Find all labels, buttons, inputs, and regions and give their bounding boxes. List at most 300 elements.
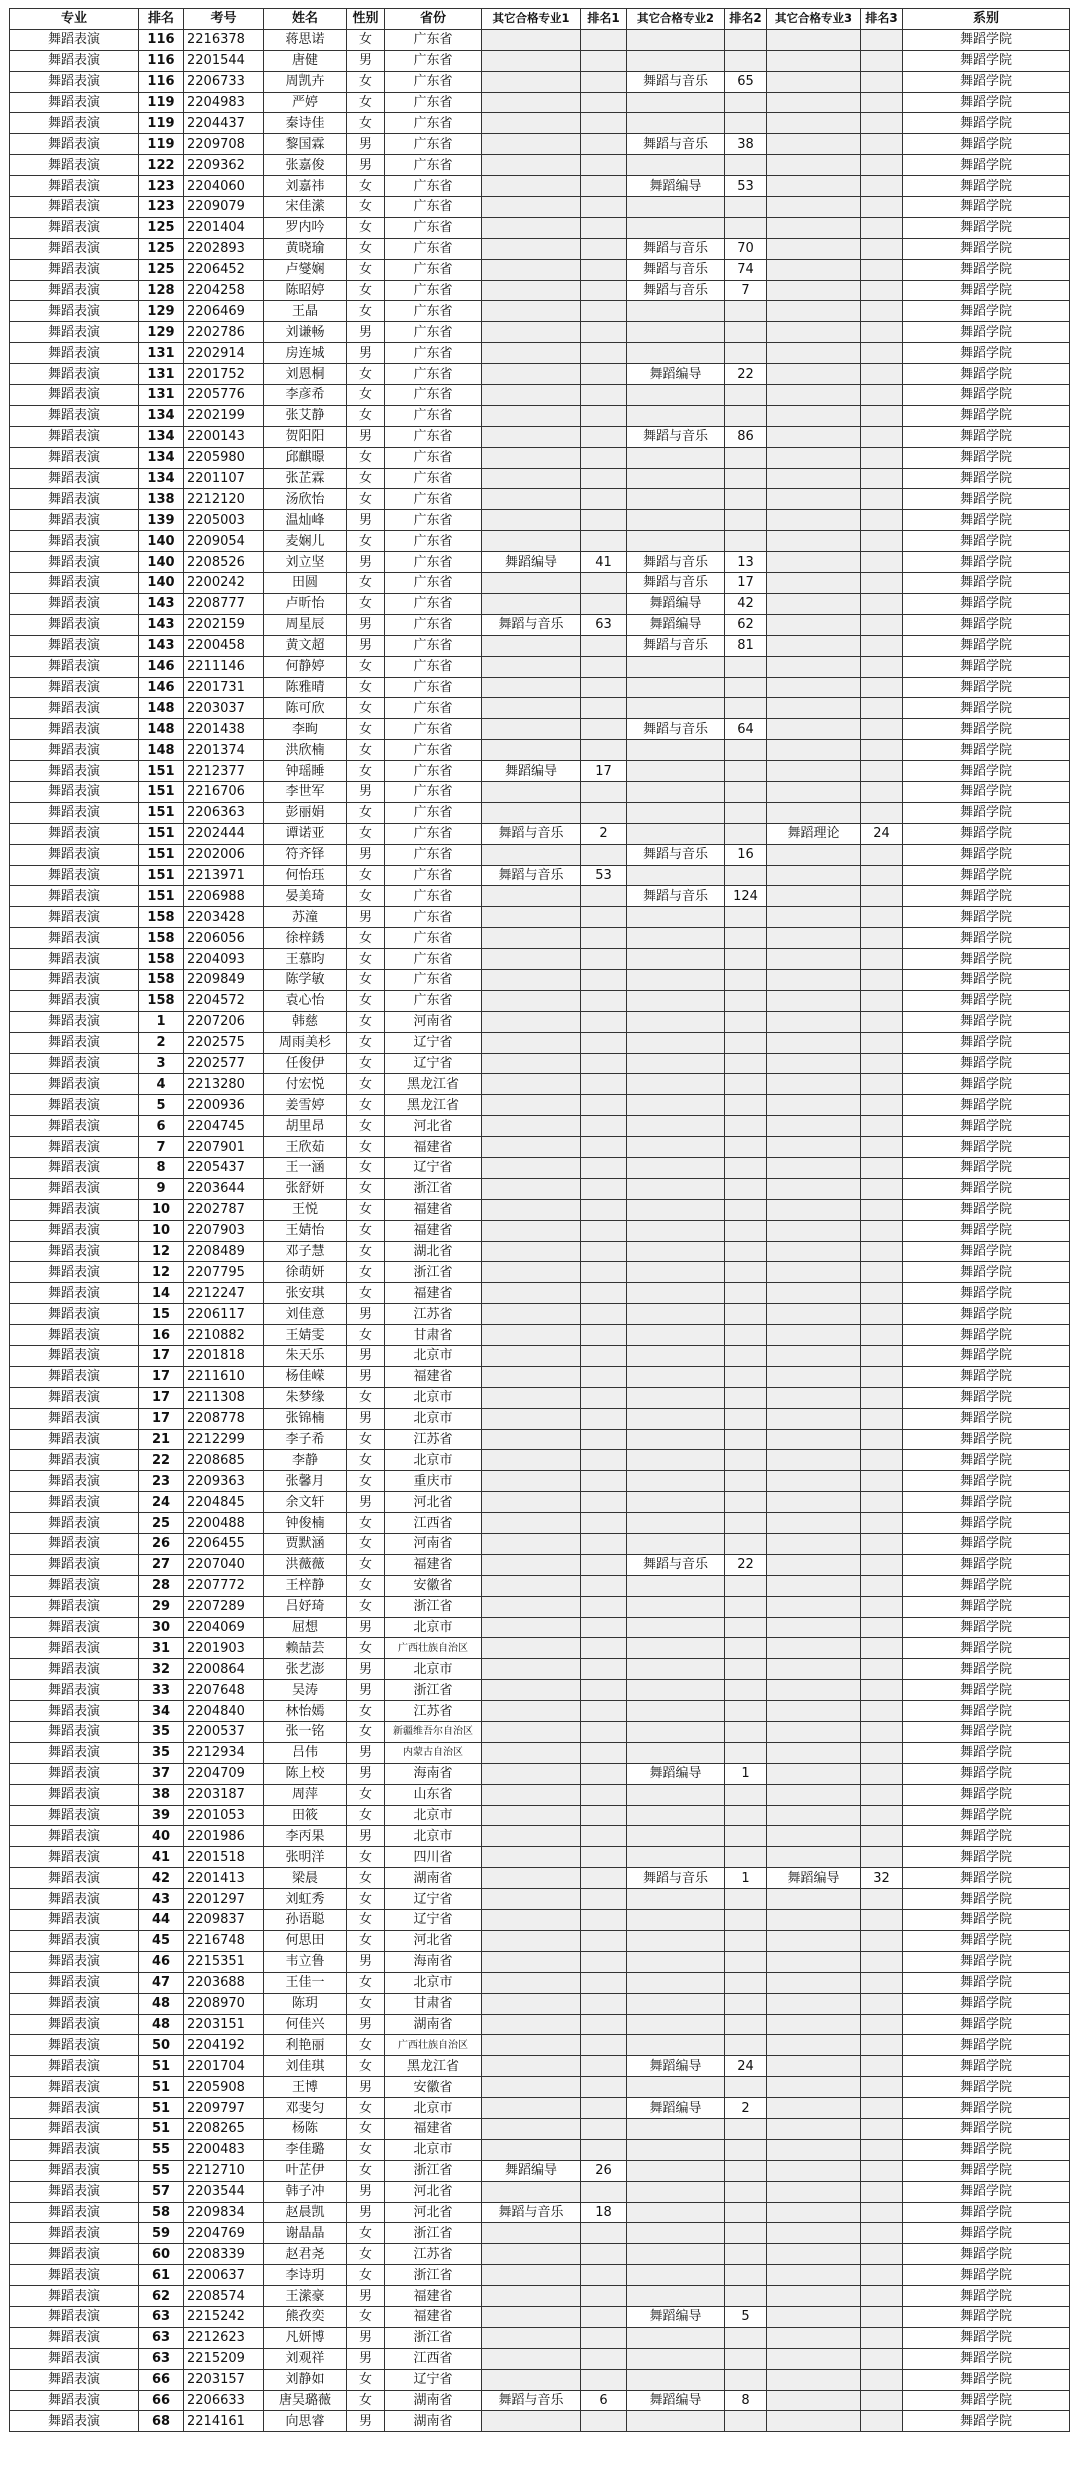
cell-major: 舞蹈表演: [10, 92, 139, 113]
cell-department: 舞蹈学院: [903, 2286, 1070, 2307]
cell-rank-3: [861, 1534, 903, 1555]
cell-rank-2: [725, 1993, 767, 2014]
cell-rank-1: [581, 1304, 627, 1325]
cell-province: 广东省: [385, 71, 482, 92]
cell-department: 舞蹈学院: [903, 949, 1070, 970]
cell-province: 广东省: [385, 928, 482, 949]
cell-other-major-3: [767, 1199, 861, 1220]
cell-rank-3: [861, 364, 903, 385]
cell-rank-3: [861, 1471, 903, 1492]
cell-rank: 158: [139, 907, 184, 928]
cell-province: 江西省: [385, 2348, 482, 2369]
cell-other-major-3: [767, 928, 861, 949]
cell-name: 苏潼: [264, 907, 347, 928]
cell-other-major-1: [482, 92, 581, 113]
cell-other-major-1: [482, 1429, 581, 1450]
cell-rank-1: [581, 1742, 627, 1763]
cell-exam-number: 2201986: [184, 1826, 264, 1847]
cell-rank-3: [861, 2056, 903, 2077]
cell-rank-3: [861, 1596, 903, 1617]
cell-gender: 女: [347, 949, 385, 970]
cell-name: 王一涵: [264, 1157, 347, 1178]
cell-department: 舞蹈学院: [903, 969, 1070, 990]
cell-rank-1: [581, 1262, 627, 1283]
cell-other-major-2: [627, 949, 725, 970]
cell-other-major-3: [767, 385, 861, 406]
cell-exam-number: 2207901: [184, 1137, 264, 1158]
cell-rank-1: [581, 2223, 627, 2244]
cell-rank-2: [725, 92, 767, 113]
cell-exam-number: 2201518: [184, 1847, 264, 1868]
cell-other-major-1: [482, 1805, 581, 1826]
cell-exam-number: 2203151: [184, 2014, 264, 2035]
cell-other-major-1: [482, 1680, 581, 1701]
cell-exam-number: 2200936: [184, 1095, 264, 1116]
cell-rank: 2: [139, 1032, 184, 1053]
cell-rank-2: [725, 1471, 767, 1492]
table-row: [10, 1847, 1070, 1868]
cell-rank: 17: [139, 1366, 184, 1387]
cell-province: 广东省: [385, 761, 482, 782]
cell-other-major-2: [627, 1951, 725, 1972]
cell-major: 舞蹈表演: [10, 1304, 139, 1325]
cell-name: 严婷: [264, 92, 347, 113]
cell-rank-2: [725, 1032, 767, 1053]
cell-rank: 10: [139, 1199, 184, 1220]
cell-other-major-2: [627, 2139, 725, 2160]
cell-gender: 女: [347, 1993, 385, 2014]
cell-rank: 9: [139, 1178, 184, 1199]
cell-rank: 55: [139, 2160, 184, 2181]
cell-rank-2: [725, 197, 767, 218]
cell-name: 叶芷伊: [264, 2160, 347, 2181]
cell-rank-1: [581, 1346, 627, 1367]
cell-rank-3: [861, 886, 903, 907]
cell-rank-1: [581, 2369, 627, 2390]
cell-rank-1: [581, 426, 627, 447]
cell-province: 福建省: [385, 2306, 482, 2327]
cell-gender: 女: [347, 1178, 385, 1199]
cell-other-major-2: [627, 2265, 725, 2286]
cell-exam-number: 2207648: [184, 1680, 264, 1701]
cell-rank-3: [861, 489, 903, 510]
cell-other-major-3: [767, 2160, 861, 2181]
table-row: [10, 2369, 1070, 2390]
cell-rank-1: [581, 2181, 627, 2202]
cell-other-major-3: [767, 719, 861, 740]
table-row: [10, 1011, 1070, 1032]
cell-province: 广东省: [385, 865, 482, 886]
cell-other-major-3: [767, 990, 861, 1011]
cell-other-major-3: [767, 1074, 861, 1095]
cell-other-major-1: [482, 1387, 581, 1408]
cell-name: 田筱: [264, 1805, 347, 1826]
cell-exam-number: 2209079: [184, 197, 264, 218]
cell-other-major-1: [482, 1241, 581, 1262]
cell-province: 江苏省: [385, 1304, 482, 1325]
cell-gender: 女: [347, 1868, 385, 1889]
cell-exam-number: 2216706: [184, 781, 264, 802]
cell-exam-number: 2209363: [184, 1471, 264, 1492]
cell-exam-number: 2208777: [184, 593, 264, 614]
cell-gender: 女: [347, 1220, 385, 1241]
cell-name: 秦诗佳: [264, 113, 347, 134]
cell-province: 辽宁省: [385, 1910, 482, 1931]
cell-rank-3: [861, 322, 903, 343]
cell-rank-3: 24: [861, 823, 903, 844]
cell-other-major-1: [482, 259, 581, 280]
cell-exam-number: 2201404: [184, 217, 264, 238]
cell-department: 舞蹈学院: [903, 1116, 1070, 1137]
cell-major: 舞蹈表演: [10, 1199, 139, 1220]
cell-other-major-2: 舞蹈编导: [627, 2390, 725, 2411]
cell-rank-3: [861, 2369, 903, 2390]
cell-rank-2: [725, 677, 767, 698]
cell-rank-1: [581, 1889, 627, 1910]
cell-rank-2: [725, 1053, 767, 1074]
cell-other-major-1: [482, 2411, 581, 2432]
cell-major: 舞蹈表演: [10, 1784, 139, 1805]
cell-other-major-1: [482, 1032, 581, 1053]
cell-other-major-2: [627, 385, 725, 406]
cell-gender: 男: [347, 1763, 385, 1784]
cell-other-major-3: [767, 2077, 861, 2098]
cell-other-major-3: [767, 1596, 861, 1617]
table-row: [10, 1742, 1070, 1763]
cell-rank-2: [725, 50, 767, 71]
cell-rank: 45: [139, 1930, 184, 1951]
cell-province: 浙江省: [385, 1262, 482, 1283]
cell-rank-3: [861, 781, 903, 802]
cell-gender: 女: [347, 1575, 385, 1596]
cell-rank-1: [581, 1408, 627, 1429]
cell-other-major-3: 舞蹈编导: [767, 1868, 861, 1889]
cell-major: 舞蹈表演: [10, 113, 139, 134]
cell-rank-2: [725, 1659, 767, 1680]
cell-province: 北京市: [385, 1387, 482, 1408]
column-header-gender: 性别: [347, 9, 385, 30]
cell-major: 舞蹈表演: [10, 949, 139, 970]
cell-rank-1: [581, 1826, 627, 1847]
cell-rank-1: [581, 1972, 627, 1993]
cell-rank-3: [861, 1241, 903, 1262]
cell-rank-1: [581, 92, 627, 113]
cell-gender: 女: [347, 71, 385, 92]
table-row: [10, 1659, 1070, 1680]
cell-province: 广东省: [385, 969, 482, 990]
cell-exam-number: 2206988: [184, 886, 264, 907]
cell-rank-2: [725, 468, 767, 489]
cell-name: 李诗玥: [264, 2265, 347, 2286]
cell-rank: 16: [139, 1325, 184, 1346]
cell-other-major-3: [767, 949, 861, 970]
cell-other-major-1: [482, 176, 581, 197]
cell-name: 王慕昀: [264, 949, 347, 970]
cell-major: 舞蹈表演: [10, 1680, 139, 1701]
cell-department: 舞蹈学院: [903, 907, 1070, 928]
cell-other-major-3: [767, 1053, 861, 1074]
admission-ranking-table: [9, 8, 1070, 2432]
cell-rank-3: [861, 1325, 903, 1346]
cell-rank: 143: [139, 593, 184, 614]
cell-department: 舞蹈学院: [903, 865, 1070, 886]
cell-province: 广东省: [385, 719, 482, 740]
cell-gender: 女: [347, 197, 385, 218]
cell-major: 舞蹈表演: [10, 593, 139, 614]
cell-rank-3: [861, 1575, 903, 1596]
cell-name: 李子希: [264, 1429, 347, 1450]
table-row: [10, 1492, 1070, 1513]
cell-other-major-1: [482, 907, 581, 928]
cell-rank-3: [861, 1701, 903, 1722]
cell-other-major-1: [482, 1471, 581, 1492]
cell-rank-1: [581, 2306, 627, 2327]
cell-other-major-3: [767, 1032, 861, 1053]
cell-rank: 116: [139, 29, 184, 50]
cell-name: 田圆: [264, 573, 347, 594]
cell-exam-number: 2212120: [184, 489, 264, 510]
cell-department: 舞蹈学院: [903, 1450, 1070, 1471]
cell-rank-1: [581, 1387, 627, 1408]
cell-exam-number: 2204093: [184, 949, 264, 970]
cell-name: 利艳丽: [264, 2035, 347, 2056]
cell-gender: 男: [347, 343, 385, 364]
cell-gender: 男: [347, 1408, 385, 1429]
cell-rank-3: [861, 2390, 903, 2411]
cell-gender: 女: [347, 823, 385, 844]
cell-major: 舞蹈表演: [10, 71, 139, 92]
cell-exam-number: 2208685: [184, 1450, 264, 1471]
cell-other-major-3: [767, 1137, 861, 1158]
cell-rank-3: [861, 531, 903, 552]
cell-rank-2: [725, 740, 767, 761]
cell-department: 舞蹈学院: [903, 698, 1070, 719]
cell-name: 晏美琦: [264, 886, 347, 907]
cell-province: 甘肃省: [385, 1325, 482, 1346]
cell-major: 舞蹈表演: [10, 2244, 139, 2265]
cell-rank-2: 17: [725, 573, 767, 594]
cell-rank: 57: [139, 2181, 184, 2202]
cell-other-major-3: [767, 1178, 861, 1199]
cell-rank: 51: [139, 2098, 184, 2119]
cell-rank-2: [725, 2014, 767, 2035]
cell-other-major-1: [482, 1742, 581, 1763]
cell-rank: 39: [139, 1805, 184, 1826]
cell-major: 舞蹈表演: [10, 1408, 139, 1429]
cell-name: 李丙果: [264, 1826, 347, 1847]
cell-other-major-3: [767, 238, 861, 259]
cell-other-major-3: [767, 1011, 861, 1032]
cell-other-major-2: [627, 1366, 725, 1387]
cell-rank-2: [725, 1074, 767, 1095]
cell-other-major-1: [482, 197, 581, 218]
cell-other-major-1: [482, 1617, 581, 1638]
cell-rank: 50: [139, 2035, 184, 2056]
cell-other-major-3: [767, 1910, 861, 1931]
cell-other-major-1: [482, 802, 581, 823]
cell-other-major-3: [767, 614, 861, 635]
cell-rank-1: [581, 2411, 627, 2432]
cell-name: 邓子慧: [264, 1241, 347, 1262]
cell-rank-2: [725, 1826, 767, 1847]
cell-other-major-3: [767, 2306, 861, 2327]
cell-name: 刘佳琪: [264, 2056, 347, 2077]
cell-other-major-2: 舞蹈与音乐: [627, 134, 725, 155]
cell-province: 北京市: [385, 1659, 482, 1680]
cell-major: 舞蹈表演: [10, 2411, 139, 2432]
cell-name: 张锦楠: [264, 1408, 347, 1429]
cell-rank-3: [861, 176, 903, 197]
cell-gender: 女: [347, 1972, 385, 1993]
cell-rank: 125: [139, 238, 184, 259]
table-row: [10, 969, 1070, 990]
cell-major: 舞蹈表演: [10, 1701, 139, 1722]
table-row: [10, 1868, 1070, 1889]
cell-name: 钟俊楠: [264, 1513, 347, 1534]
cell-gender: 女: [347, 1053, 385, 1074]
cell-rank-1: [581, 1199, 627, 1220]
cell-exam-number: 2206452: [184, 259, 264, 280]
cell-rank-3: [861, 1930, 903, 1951]
cell-other-major-3: [767, 1534, 861, 1555]
cell-rank: 151: [139, 802, 184, 823]
cell-gender: 女: [347, 468, 385, 489]
table-row: [10, 1346, 1070, 1367]
cell-province: 广东省: [385, 593, 482, 614]
cell-gender: 男: [347, 1304, 385, 1325]
cell-gender: 女: [347, 990, 385, 1011]
cell-rank-2: 124: [725, 886, 767, 907]
cell-major: 舞蹈表演: [10, 1722, 139, 1743]
cell-exam-number: 2215242: [184, 2306, 264, 2327]
cell-rank-1: [581, 2014, 627, 2035]
cell-gender: 女: [347, 531, 385, 552]
cell-other-major-1: 舞蹈编导: [482, 2160, 581, 2181]
cell-major: 舞蹈表演: [10, 740, 139, 761]
cell-rank: 51: [139, 2056, 184, 2077]
cell-major: 舞蹈表演: [10, 1283, 139, 1304]
cell-rank-3: [861, 552, 903, 573]
cell-rank-3: [861, 635, 903, 656]
cell-exam-number: 2208526: [184, 552, 264, 573]
cell-gender: 女: [347, 1450, 385, 1471]
cell-other-major-1: [482, 1993, 581, 2014]
cell-province: 福建省: [385, 2118, 482, 2139]
cell-department: 舞蹈学院: [903, 1930, 1070, 1951]
cell-gender: 女: [347, 1283, 385, 1304]
cell-rank-3: [861, 740, 903, 761]
cell-other-major-1: 舞蹈与音乐: [482, 865, 581, 886]
cell-rank-1: [581, 928, 627, 949]
cell-other-major-1: [482, 740, 581, 761]
cell-rank-3: [861, 1972, 903, 1993]
cell-other-major-3: [767, 1554, 861, 1575]
cell-other-major-3: [767, 1262, 861, 1283]
cell-name: 朱天乐: [264, 1346, 347, 1367]
column-header-rank: 排名: [139, 9, 184, 30]
cell-rank-2: [725, 1325, 767, 1346]
cell-rank-2: [725, 1910, 767, 1931]
cell-rank-1: [581, 1450, 627, 1471]
cell-gender: 女: [347, 2223, 385, 2244]
cell-rank: 6: [139, 1116, 184, 1137]
cell-name: 屈想: [264, 1617, 347, 1638]
cell-rank-1: [581, 71, 627, 92]
cell-other-major-1: [482, 969, 581, 990]
cell-gender: 男: [347, 322, 385, 343]
cell-province: 广东省: [385, 844, 482, 865]
cell-other-major-2: [627, 197, 725, 218]
cell-rank-1: [581, 134, 627, 155]
cell-rank: 28: [139, 1575, 184, 1596]
cell-other-major-3: [767, 2014, 861, 2035]
table-row: [10, 1220, 1070, 1241]
cell-major: 舞蹈表演: [10, 656, 139, 677]
cell-province: 辽宁省: [385, 1032, 482, 1053]
cell-name: 吕妤琦: [264, 1596, 347, 1617]
cell-other-major-3: [767, 2035, 861, 2056]
cell-rank: 68: [139, 2411, 184, 2432]
cell-rank-3: [861, 573, 903, 594]
cell-exam-number: 2200488: [184, 1513, 264, 1534]
cell-other-major-2: 舞蹈与音乐: [627, 280, 725, 301]
cell-name: 陈可欣: [264, 698, 347, 719]
table-row: [10, 1826, 1070, 1847]
cell-name: 徐萌妍: [264, 1262, 347, 1283]
cell-other-major-1: [482, 364, 581, 385]
cell-other-major-2: 舞蹈编导: [627, 593, 725, 614]
cell-major: 舞蹈表演: [10, 865, 139, 886]
cell-rank: 148: [139, 698, 184, 719]
cell-rank-2: [725, 1889, 767, 1910]
cell-name: 罗内吟: [264, 217, 347, 238]
cell-other-major-1: [482, 1784, 581, 1805]
cell-other-major-2: [627, 2348, 725, 2369]
cell-province: 广东省: [385, 510, 482, 531]
cell-province: 浙江省: [385, 2160, 482, 2181]
cell-other-major-1: [482, 1763, 581, 1784]
cell-rank-2: [725, 1116, 767, 1137]
cell-other-major-3: [767, 2327, 861, 2348]
cell-other-major-2: [627, 1116, 725, 1137]
cell-rank-2: 13: [725, 552, 767, 573]
table-row: [10, 698, 1070, 719]
cell-name: 刘虹秀: [264, 1889, 347, 1910]
cell-other-major-1: [482, 1534, 581, 1555]
cell-other-major-1: [482, 949, 581, 970]
cell-rank: 119: [139, 92, 184, 113]
cell-name: 刘佳意: [264, 1304, 347, 1325]
cell-rank-1: [581, 1847, 627, 1868]
cell-rank-3: [861, 1513, 903, 1534]
cell-rank-1: [581, 1617, 627, 1638]
cell-department: 舞蹈学院: [903, 1283, 1070, 1304]
cell-province: 广东省: [385, 886, 482, 907]
cell-gender: 女: [347, 1847, 385, 1868]
cell-rank-2: 81: [725, 635, 767, 656]
cell-gender: 女: [347, 1157, 385, 1178]
cell-name: 韩子冲: [264, 2181, 347, 2202]
cell-exam-number: 2201731: [184, 677, 264, 698]
cell-other-major-2: [627, 1910, 725, 1931]
cell-rank: 51: [139, 2118, 184, 2139]
cell-other-major-2: [627, 531, 725, 552]
cell-other-major-3: [767, 1701, 861, 1722]
cell-rank-3: [861, 468, 903, 489]
table-body: [10, 29, 1070, 2431]
cell-rank: 59: [139, 2223, 184, 2244]
cell-rank-3: [861, 301, 903, 322]
